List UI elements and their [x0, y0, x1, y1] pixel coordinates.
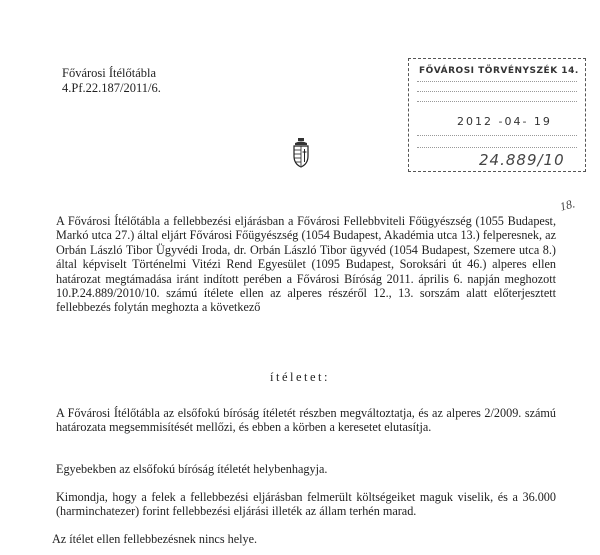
case-number: 4.Pf.22.187/2011/6.: [62, 81, 161, 95]
stamp-divider: [417, 147, 577, 148]
ruling-paragraph: A Fővárosi Ítélőtábla az elsőfokú bíróság ítéletét részben megváltoztatja, és az alperes 2/2009. számú határozata megsemmisítését mellőzi, és ebben a körben a keresetet elutasítja.: [56, 406, 556, 435]
stamp-divider: [417, 81, 577, 82]
ruling-paragraph: Kimondja, hogy a felek a fellebbezési eljárásban felmerült költségeiket maguk viselik, és a 36.000 (harminchatezer) forint fellebbezési eljárási illeték az állam terhén marad.: [56, 490, 556, 519]
court-stamp: [408, 58, 586, 172]
stamp-court-name: FŐVÁROSI TÖRVÉNYSZÉK 14.: [419, 66, 579, 76]
intro-paragraph: A Fővárosi Ítélőtábla a fellebbezési eljárásban a Fővárosi Fellebbviteli Főügyészség (1055 Budapest, Markó utca 27.) által eljárt Fővárosi Főügyészség (1054 Budapest, Akadémia utca 13.) felperesnek, az Orbán László Tibor Ügyvédi Iroda, dr. Orbán László Tibor ügyvéd (1054 Budapest, Szemere utca 8.) által képviselt Történelmi Vitézi Rend Egyesület (1095 Budapest, Soroksári út 46.) alperes ellen határozat megtámadása iránt indított perében a Fővárosi Bíróság 2011. április 6. napján meghozott 10.P.24.889/2010/10. számú ítélete ellen az alperes részéről 12., 13. sorszám alatt előterjesztett fellebbezés folytán meghozta a következő: [56, 214, 556, 315]
stamp-handwritten-number: 24.889/10: [479, 151, 565, 169]
ruling-paragraph: Egyebekben az elsőfokú bíróság ítéletét helybenhagyja.: [56, 462, 328, 476]
stamp-divider: [417, 91, 577, 92]
coat-of-arms-icon: [292, 138, 310, 168]
court-name: Fővárosi Ítélőtábla: [62, 66, 157, 80]
handwritten-margin-note: 18.: [558, 196, 577, 214]
stamp-divider: [417, 101, 577, 102]
stamp-divider: [417, 135, 577, 136]
stamp-date: 2012 -04- 19: [457, 115, 552, 128]
ruling-paragraph: Az ítélet ellen fellebbezésnek nincs helye.: [52, 532, 258, 546]
verdict-heading: ítéletet:: [270, 370, 330, 384]
document-header: [62, 66, 161, 96]
